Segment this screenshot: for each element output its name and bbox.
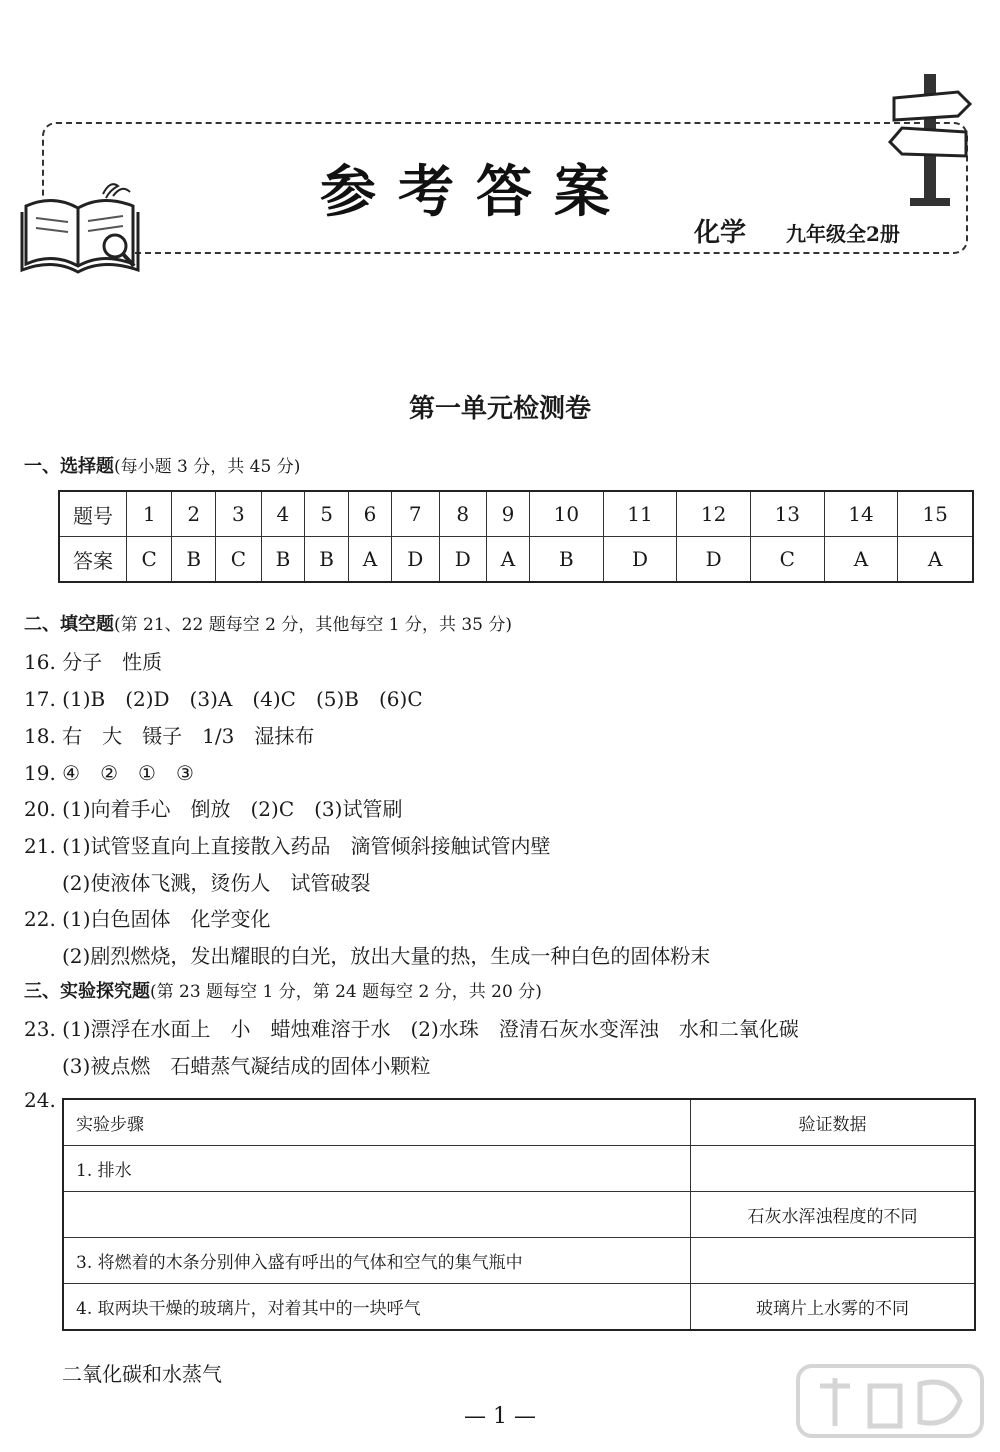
question-number: 4 <box>261 491 305 537</box>
section1-title: 一、选择题 <box>24 456 114 477</box>
question-number: 1 <box>127 491 172 537</box>
section1-heading <box>24 452 300 478</box>
answer-line: (2)使液体飞溅，烫伤人 试管破裂 <box>62 871 371 895</box>
row-label-number: 题号 <box>59 491 127 537</box>
unit-title: 第一单元检测卷 <box>408 394 591 424</box>
answer-cell: A <box>898 537 973 583</box>
answer-line: 20. (1)向着手心 倒放 (2)C (3)试管刷 <box>24 797 403 821</box>
table-header-row <box>63 1099 975 1146</box>
answer-cell: D <box>603 537 677 583</box>
answer-cell: C <box>216 537 261 583</box>
page-title: 参考答案 <box>320 160 632 225</box>
question-number: 3 <box>216 491 261 537</box>
section3-heading <box>24 977 542 1003</box>
section3-note: (第 23 题每空 1 分，第 24 题每空 2 分，共 20 分) <box>150 982 542 1002</box>
evidence-cell: 石灰水浑浊程度的不同 <box>691 1192 976 1238</box>
answer-cell: A <box>824 537 898 583</box>
final-answer: 二氧化碳和水蒸气 <box>62 1362 222 1386</box>
section2-heading <box>24 610 512 636</box>
answer-cell: C <box>127 537 172 583</box>
table-row <box>63 1238 975 1284</box>
step-cell: 3. 将燃着的木条分别伸入盛有呼出的气体和空气的集气瓶中 <box>63 1238 691 1284</box>
answer-line: 19. ④ ② ① ③ <box>24 761 194 785</box>
section2-title: 二、填空题 <box>24 614 114 635</box>
question-number: 12 <box>677 491 751 537</box>
choice-answer-table <box>58 490 974 583</box>
answer-cell: B <box>305 537 349 583</box>
evidence-cell <box>691 1238 976 1284</box>
answer-cell: A <box>349 537 392 583</box>
header-steps: 实验步骤 <box>63 1099 691 1146</box>
question-number: 15 <box>898 491 973 537</box>
question-number: 14 <box>824 491 898 537</box>
book-magnifier-icon <box>18 176 143 276</box>
table-row <box>63 1192 975 1238</box>
page-number: — 1 — <box>464 1404 536 1429</box>
section2-note: (第 21、22 题每空 2 分，其他每空 1 分，共 35 分) <box>114 615 513 635</box>
question-number: 13 <box>750 491 824 537</box>
evidence-cell <box>691 1146 976 1192</box>
answer-cell: B <box>261 537 305 583</box>
step-cell: 1. 排水 <box>63 1146 691 1192</box>
answer-cell: C <box>750 537 824 583</box>
question-24-label: 24. <box>24 1088 56 1112</box>
question-number: 7 <box>392 491 439 537</box>
header-evidence: 验证数据 <box>691 1099 976 1146</box>
question-number: 11 <box>603 491 677 537</box>
question-number: 2 <box>172 491 216 537</box>
question-number-row <box>59 491 973 537</box>
answer-line: 23. (1)漂浮在水面上 小 蜡烛难溶于水 (2)水珠 澄清石灰水变浑浊 水和二氧化碳 <box>24 1017 799 1041</box>
answer-line: 16. 分子 性质 <box>24 650 163 674</box>
grade-label: 九年级全2册 <box>786 222 900 246</box>
step-cell <box>63 1192 691 1238</box>
section1-note: (每小题 3 分，共 45 分) <box>114 457 301 477</box>
question-number: 9 <box>486 491 529 537</box>
section3-title: 三、实验探究题 <box>24 981 150 1002</box>
answer-line: (3)被点燃 石蜡蒸气凝结成的固体小颗粒 <box>62 1054 431 1078</box>
subject-label: 化学 <box>694 218 747 248</box>
question-number: 6 <box>349 491 392 537</box>
answer-cell: D <box>392 537 439 583</box>
evidence-cell: 玻璃片上水雾的不同 <box>691 1284 976 1331</box>
table-row <box>63 1146 975 1192</box>
watermark-logo <box>790 1356 990 1446</box>
question-number: 8 <box>439 491 486 537</box>
answer-row <box>59 537 973 583</box>
answer-line: (2)剧烈燃烧，发出耀眼的白光，放出大量的热，生成一种白色的固体粉末 <box>62 944 711 968</box>
step-cell: 4. 取两块干燥的玻璃片，对着其中的一块呼气 <box>63 1284 691 1331</box>
answer-cell: D <box>439 537 486 583</box>
answer-cell: B <box>172 537 216 583</box>
question-number: 5 <box>305 491 349 537</box>
table-row <box>63 1284 975 1331</box>
experiment-table <box>62 1098 976 1331</box>
answer-line: 22. (1)白色固体 化学变化 <box>24 907 271 931</box>
answer-cell: A <box>486 537 529 583</box>
answer-line: 17. (1)B (2)D (3)A (4)C (5)B (6)C <box>24 687 423 711</box>
answer-cell: B <box>530 537 604 583</box>
answer-cell: D <box>677 537 751 583</box>
question-number: 10 <box>530 491 604 537</box>
row-label-answer: 答案 <box>59 537 127 583</box>
signpost-icon <box>888 70 973 210</box>
answer-line: 21. (1)试管竖直向上直接散入药品 滴管倾斜接触试管内壁 <box>24 834 551 858</box>
answer-line: 18. 右 大 镊子 1/3 湿抹布 <box>24 724 315 748</box>
